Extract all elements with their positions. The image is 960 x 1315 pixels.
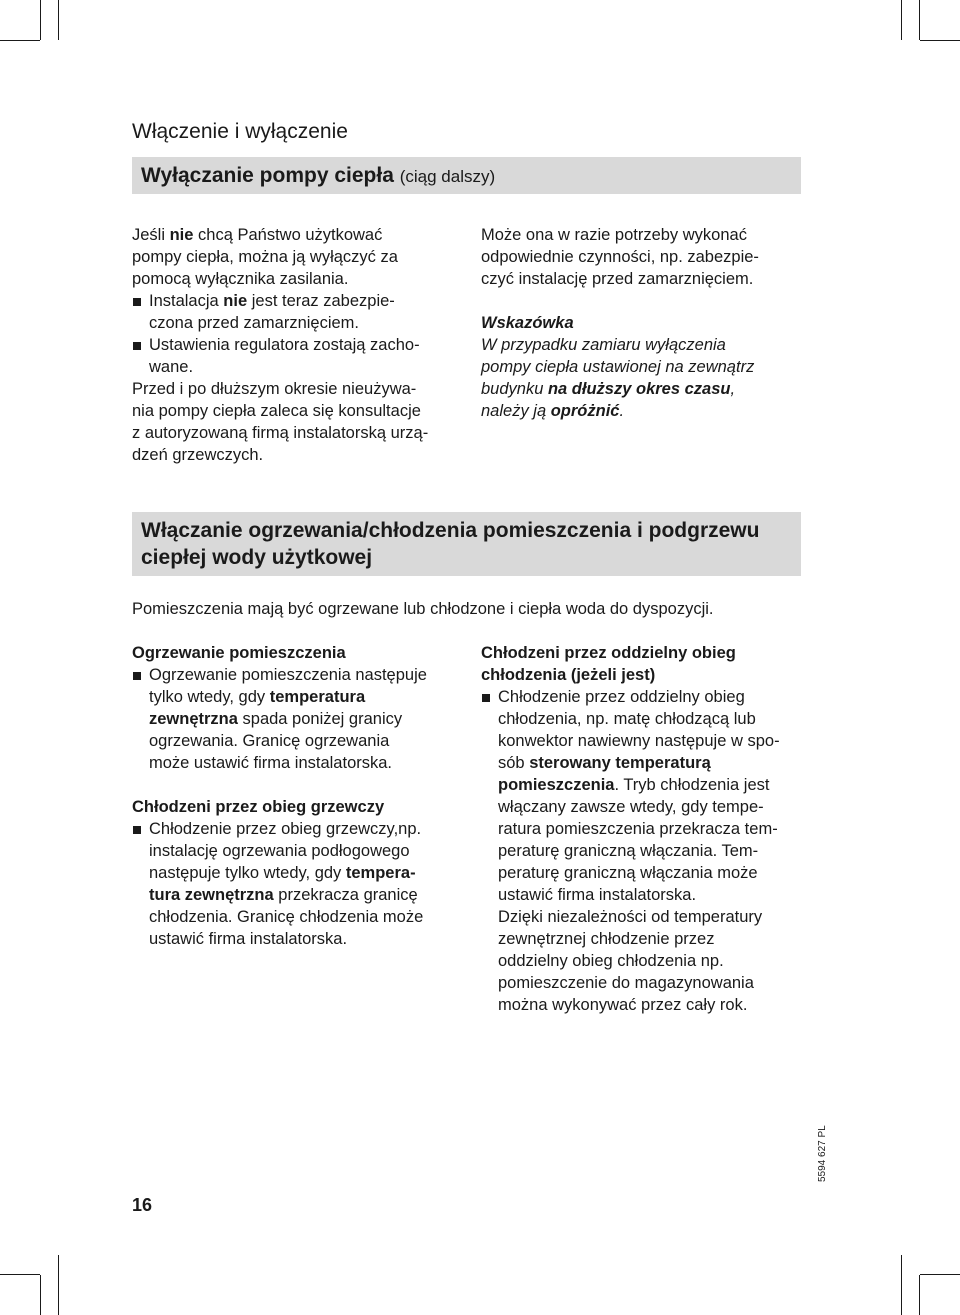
bullet-item-cont: tura zewnętrzna przekracza granicę [149, 886, 418, 904]
spacer [481, 290, 811, 312]
subheading: Ogrzewanie pomieszczenia [132, 644, 346, 662]
crop-mark [920, 1274, 960, 1275]
bullet-item-cont: peraturę graniczną włączania. Tem- [498, 842, 759, 860]
bullet-item-cont: ustawić firma instalatorska. [149, 930, 348, 948]
crop-mark [901, 0, 902, 40]
paragraph-line: nia pompy ciepła zaleca się konsultacje [132, 402, 421, 420]
subheading: chłodzenia (jeżeli jest) [481, 666, 656, 684]
crop-mark [920, 40, 960, 41]
paragraph-line: Przed i po dłuższym okresie nieużywa- [132, 380, 417, 398]
left-column-1 [132, 224, 462, 466]
intro-text: Pomieszczenia mają być ogrzewane lub chłodzone i ciepła woda do dyspozycji. [132, 600, 714, 618]
bullet-item-cont: włączany zawsze wtedy, gdy tempe- [498, 798, 764, 816]
right-column-2 [481, 642, 821, 1016]
heading-bar [132, 157, 801, 194]
bullet-item-cont: chłodzenia. Granicę chłodzenia może [149, 908, 424, 926]
right-column-1 [481, 224, 811, 422]
paragraph-line: odpowiednie czynności, np. zabezpie- [481, 248, 759, 266]
bullet-item-cont: chłodzenia, np. matę chłodzącą lub [498, 710, 756, 728]
heading-line: ciepłej wody użytkowej [141, 546, 373, 569]
bullet-item-cont: peraturę graniczną włączania może [498, 864, 758, 882]
page-number: 16 [132, 1195, 153, 1215]
spacer [132, 774, 472, 796]
subheading: Chłodzeni przez oddzielny obieg [481, 644, 736, 662]
crop-mark [901, 1255, 902, 1315]
heading-note: (ciąg dalszy) [399, 167, 496, 186]
bullet-item-cont: czona przed zamarznięciem. [149, 314, 360, 332]
paragraph-line: z autoryzowaną firmą instalatorską urzą- [132, 424, 429, 442]
bullet-item-cont: ustawić firma instalatorska. [498, 886, 697, 904]
bullet-item-cont: tylko wtedy, gdy temperatura [149, 688, 366, 706]
bullet-item-cont: zewnętrznej chłodzenie przez [498, 930, 715, 948]
bullet-item-cont: następuje tylko wtedy, gdy tempera- [149, 864, 416, 882]
heading-line: Włączanie ogrzewania/chłodzenia pomieszczenia i podgrzewu [141, 519, 760, 542]
left-column-2 [132, 642, 472, 950]
crop-mark [58, 0, 59, 40]
bullet-item-cont: pomieszczenie do magazynowania [498, 974, 754, 992]
crop-mark [919, 0, 920, 40]
document-number: 5594 627 PL [817, 1125, 828, 1182]
paragraph-line: czyć instalację przed zamarznięciem. [481, 270, 754, 288]
bullet-item-cont: sób sterowany temperaturą [498, 754, 711, 772]
crop-mark [58, 1255, 59, 1315]
bullet-item-cont: można wykonywać przez cały rok. [498, 996, 748, 1014]
bullet-item-cont: może ustawić firma instalatorska. [149, 754, 392, 772]
note-line: pompy ciepła ustawionej na zewnątrz [481, 358, 755, 376]
bullet-item-cont: instalację ogrzewania podłogowego [149, 842, 410, 860]
note-title: Wskazówka [481, 314, 574, 332]
note-line: budynku na dłuższy okres czasu, [481, 380, 736, 398]
paragraph-line: dzeń grzewczych. [132, 446, 264, 464]
bullet-item-cont: Dzięki niezależności od temperatury [498, 908, 763, 926]
heading-title: Wyłączanie pompy ciepła [141, 164, 394, 187]
heading-bar-2 [132, 512, 801, 576]
crop-mark [0, 40, 40, 41]
crop-mark [919, 1275, 920, 1315]
bullet-item-cont: oddzielny obieg chłodzenia np. [498, 952, 724, 970]
note-line: należy ją opróżnić. [481, 402, 625, 420]
subheading: Chłodzeni przez obieg grzewczy [132, 798, 385, 816]
section-title: Włączenie i wyłączenie [132, 120, 348, 143]
paragraph-line: Może ona w razie potrzeby wykonać [481, 226, 747, 244]
bullet-item-cont: wane. [149, 358, 194, 376]
bullet-item: Chłodzenie przez obieg grzewczy,np. [132, 818, 472, 840]
crop-mark [40, 0, 41, 40]
bullet-item: Ustawienia regulatora zostają zacho- [132, 334, 462, 356]
paragraph-line: Jeśli nie chcą Państwo użytkować [132, 226, 383, 244]
crop-mark [0, 1274, 40, 1275]
bullet-item: Instalacja nie jest teraz zabezpie- [132, 290, 462, 312]
bullet-item: Ogrzewanie pomieszczenia następuje [132, 664, 472, 686]
bullet-item: Chłodzenie przez oddzielny obieg [481, 686, 821, 708]
bullet-item-cont: ogrzewania. Granicę ogrzewania [149, 732, 390, 750]
paragraph-line: pomocą wyłącznika zasilania. [132, 270, 349, 288]
crop-mark [40, 1275, 41, 1315]
bullet-item-cont: konwektor nawiewny następuje w spo- [498, 732, 780, 750]
bullet-item-cont: pomieszczenia. Tryb chłodzenia jest [498, 776, 770, 794]
bullet-item-cont: ratura pomieszczenia przekracza tem- [498, 820, 778, 838]
paragraph-line: pompy ciepła, można ją wyłączyć za [132, 248, 398, 266]
bullet-item-cont: zewnętrzna spada poniżej granicy [149, 710, 403, 728]
note-line: W przypadku zamiaru wyłączenia [481, 336, 726, 354]
